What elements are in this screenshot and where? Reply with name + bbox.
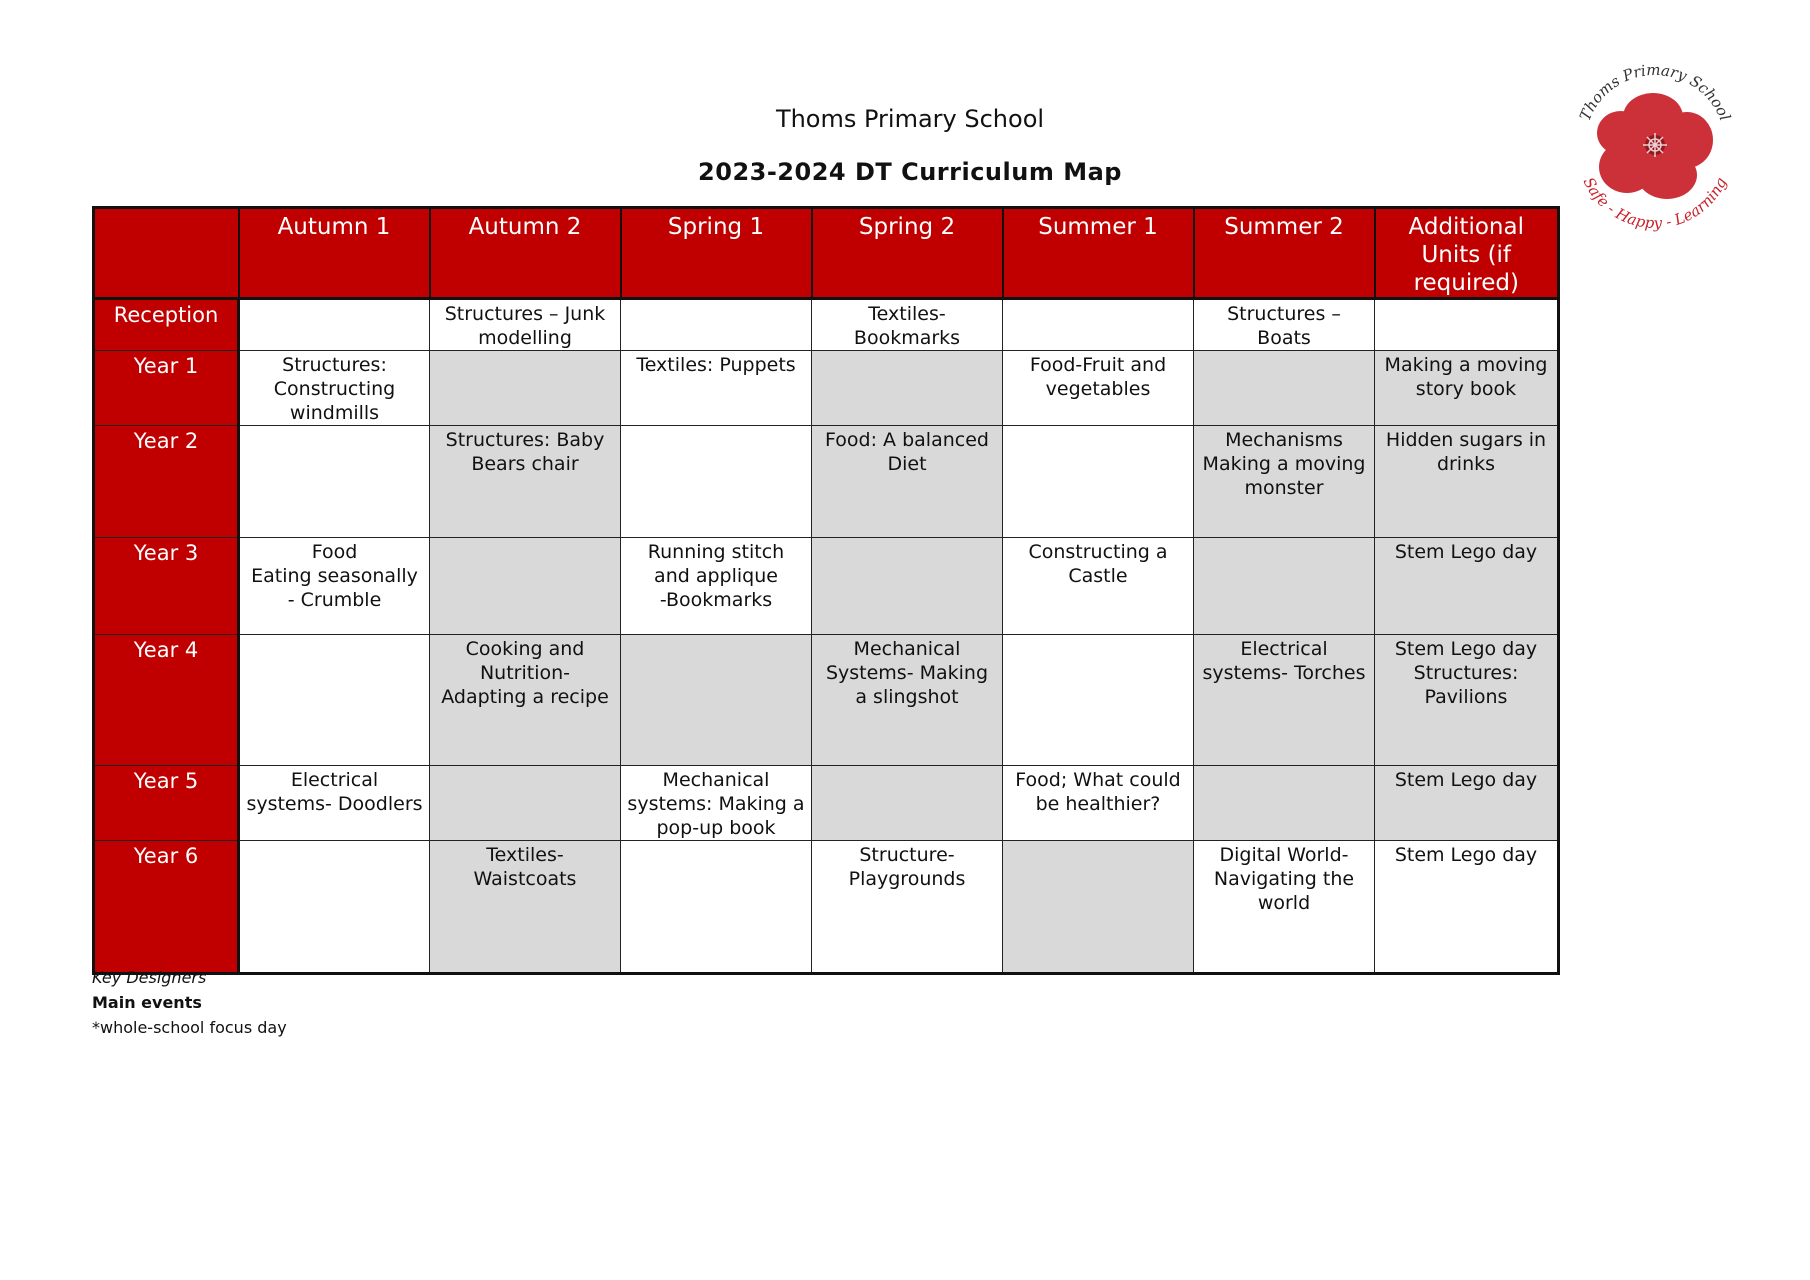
table-row <box>94 426 1559 538</box>
table-cell <box>812 766 1003 841</box>
column-header-summer-1: Summer 1 <box>1003 208 1194 299</box>
row-label-year-2: Year 2 <box>94 426 239 538</box>
table-row <box>94 299 1559 351</box>
row-label-year-1: Year 1 <box>94 351 239 426</box>
table-cell <box>1375 299 1559 351</box>
logo-text-top: Thoms Primary School <box>1575 60 1735 124</box>
table-cell: Running stitch and applique -Bookmarks <box>621 538 812 635</box>
table-cell: Structures – Boats <box>1194 299 1375 351</box>
curriculum-map-table <box>92 206 1560 975</box>
row-label-reception: Reception <box>94 299 239 351</box>
table-cell: Cooking and Nutrition- Adapting a recipe <box>430 635 621 766</box>
table-cell <box>239 426 430 538</box>
table-cell <box>1003 635 1194 766</box>
table-cell <box>621 299 812 351</box>
table-cell <box>430 766 621 841</box>
table-cell: Structures: Constructing windmills <box>239 351 430 426</box>
column-header-summer-2: Summer 2 <box>1194 208 1375 299</box>
row-label-year-4: Year 4 <box>94 635 239 766</box>
table-row <box>94 635 1559 766</box>
table-row <box>94 538 1559 635</box>
table-row <box>94 841 1559 974</box>
focus-day-note: *whole-school focus day <box>92 1018 287 1037</box>
table-cell: Electrical systems- Torches <box>1194 635 1375 766</box>
table-cell: Textiles: Puppets <box>621 351 812 426</box>
table-cell: Textiles- Waistcoats <box>430 841 621 974</box>
column-header-autumn-1: Autumn 1 <box>239 208 430 299</box>
table-cell <box>812 351 1003 426</box>
table-row <box>94 766 1559 841</box>
table-cell <box>1003 841 1194 974</box>
column-header-additional-units: Additional Units (if required) <box>1375 208 1559 299</box>
table-cell: Mechanical Systems- Making a slingshot <box>812 635 1003 766</box>
table-cell <box>1194 351 1375 426</box>
table-cell: Structures – Junk modelling <box>430 299 621 351</box>
table-cell <box>1194 766 1375 841</box>
key-designers-label: Key Designers <box>92 968 207 987</box>
table-row <box>94 351 1559 426</box>
table-cell <box>239 299 430 351</box>
table-cell <box>239 841 430 974</box>
table-cell <box>430 538 621 635</box>
table-cell: Digital World- Navigating the world <box>1194 841 1375 974</box>
row-label-year-6: Year 6 <box>94 841 239 974</box>
table-cell <box>621 426 812 538</box>
table-cell <box>621 841 812 974</box>
table-cell <box>430 351 621 426</box>
table-cell: Electrical systems- Doodlers <box>239 766 430 841</box>
column-header-spring-2: Spring 2 <box>812 208 1003 299</box>
table-cell: Stem Lego day <box>1375 841 1559 974</box>
main-events-label: Main events <box>92 993 202 1012</box>
table-cell: Food; What could be healthier? <box>1003 766 1194 841</box>
table-cell: Hidden sugars in drinks <box>1375 426 1559 538</box>
red-poppy-flower-icon <box>1555 45 1750 240</box>
logo-text-bottom: Safe - Happy - Learning <box>1579 174 1731 233</box>
column-header-autumn-2: Autumn 2 <box>430 208 621 299</box>
table-cell: Food: A balanced Diet <box>812 426 1003 538</box>
table-cell: Constructing a Castle <box>1003 538 1194 635</box>
table-cell <box>621 635 812 766</box>
table-cell: Food-Fruit and vegetables <box>1003 351 1194 426</box>
table-cell: Food Eating seasonally - Crumble <box>239 538 430 635</box>
table-cell <box>239 635 430 766</box>
table-cell <box>1003 426 1194 538</box>
table-cell <box>1003 299 1194 351</box>
row-label-year-5: Year 5 <box>94 766 239 841</box>
table-cell <box>1194 538 1375 635</box>
header-row <box>94 208 1559 299</box>
school-logo <box>1555 45 1750 240</box>
table-cell: Mechanical systems: Making a pop-up book <box>621 766 812 841</box>
school-name: Thoms Primary School <box>775 105 1045 133</box>
column-header-corner <box>94 208 239 299</box>
column-header-spring-1: Spring 1 <box>621 208 812 299</box>
table-cell: Mechanisms Making a moving monster <box>1194 426 1375 538</box>
table-cell: Stem Lego day <box>1375 766 1559 841</box>
table-cell <box>812 538 1003 635</box>
table-cell: Structures: Baby Bears chair <box>430 426 621 538</box>
table-cell: Textiles- Bookmarks <box>812 299 1003 351</box>
row-label-year-3: Year 3 <box>94 538 239 635</box>
table-cell: Structure- Playgrounds <box>812 841 1003 974</box>
table-cell: Making a moving story book <box>1375 351 1559 426</box>
curriculum-map-title: 2023-2024 DT Curriculum Map <box>698 158 1122 186</box>
table-cell: Stem Lego day <box>1375 538 1559 635</box>
table-cell: Stem Lego day Structures: Pavilions <box>1375 635 1559 766</box>
